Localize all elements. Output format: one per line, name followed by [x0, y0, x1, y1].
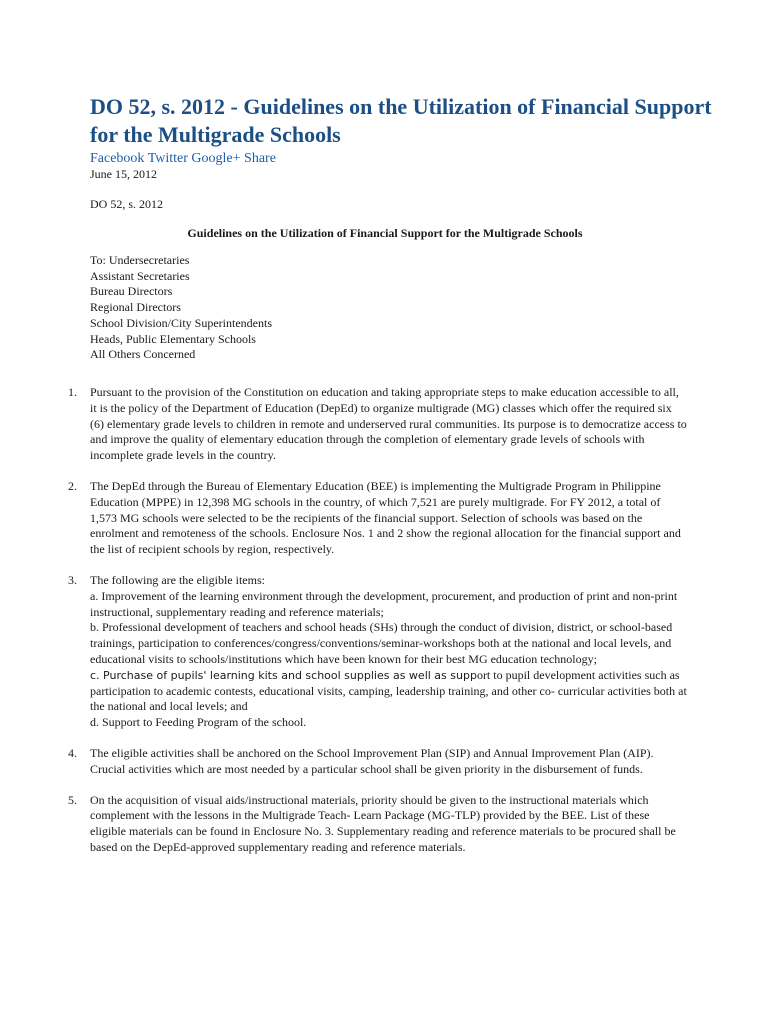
- recipient-line: Bureau Directors: [90, 284, 173, 299]
- item-text: The DepEd through the Bureau of Elementary Education (BEE) is implementing the Multigrade Program in Philippine Education (MPPE) in 12,398 MG schools in the country, of which 7,521 are purely multigrade. For FY 2012, a total of 1,573 MG schools were selected to be the recipients of the financial support. Selection of schools was based on the enrolment and remoteness of the schools. Enclosure Nos. 1 and 2 show the regional allocation for the financial support and the list of recipient schools by region, respectively.: [90, 478, 681, 557]
- recipients-list: [90, 253, 272, 363]
- recipient-line: To: Undersecretaries: [90, 253, 190, 267]
- list-item: [68, 793, 688, 856]
- item-number: 3.: [68, 572, 77, 587]
- sub-item-d: d. Support to Feeding Program of the school.: [90, 715, 307, 730]
- item-number: 4.: [68, 745, 77, 760]
- numbered-list: [68, 385, 688, 871]
- memo-number: DO 52, s. 2012: [90, 197, 164, 211]
- twitter-link[interactable]: Twitter: [147, 151, 188, 166]
- share-link[interactable]: Share: [244, 151, 276, 166]
- recipient-line: Regional Directors: [90, 300, 181, 315]
- list-item: [68, 573, 688, 731]
- item-number: 2.: [68, 478, 77, 493]
- google-plus-link[interactable]: Google+: [191, 151, 241, 166]
- page-title: DO 52, s. 2012 - Guidelines on the Utilization of Financial Support for the Multigrade Schools: [90, 94, 712, 147]
- recipient-line: Assistant Secretaries: [90, 268, 190, 283]
- memo-title: Guidelines on the Utilization of Financial Support for the Multigrade Schools: [187, 226, 583, 240]
- sub-item-b: b. Professional development of teachers and school heads (SHs) through the conduct of division, district, or school-based trainings, participation to conferences/congress/conventions/seminar-workshops both at the national and local levels, and educational visits to schools/institutions which have been known for their best MG education technology;: [90, 620, 673, 666]
- list-item: [68, 746, 688, 778]
- list-item: [68, 479, 688, 558]
- publish-date: June 15, 2012: [90, 167, 157, 181]
- item-text: The following are the eligible items:: [90, 572, 265, 587]
- sub-item-c: [90, 668, 688, 715]
- list-item: [68, 385, 688, 464]
- item-number: 1.: [68, 385, 77, 399]
- item-number: 5.: [68, 792, 77, 807]
- item-text: The eligible activities shall be anchored on the School Improvement Plan (SIP) and Annual Improvement Plan (AIP). Crucial activities which are most needed by a particular school shall be given priority in the disbursement of funds.: [90, 745, 654, 776]
- sub-item-c-rest: ort to pupil development activities such as participation to academic contests, educational visits, camping, leadership training, and other co- curricular activities both at the national and local levels; and: [90, 667, 687, 714]
- sub-item-a: a. Improvement of the learning environment through the development, procurement, and production of print and non-print instructional, supplementary reading and reference materials;: [90, 588, 678, 619]
- recipient-line: School Division/City Superintendents: [90, 315, 272, 330]
- recipient-line: Heads, Public Elementary Schools: [90, 331, 256, 346]
- sub-item-c-prefix: c. Purchase of pupils' learning kits and school supplies as well as supp: [90, 668, 477, 682]
- item-text: Pursuant to the provision of the Constitution on education and taking appropriate steps to make education accessible to all, it is the policy of the Department of Education (DepEd) to organize multigrade (MG) classes which offer the required six (6) elementary grade levels to children in remote and underserved rural communities. Its purpose is to democratize access to and improve the quality of elementary education through the completion of elementary grade levels of schools with incomplete grade levels in the country.: [90, 385, 687, 463]
- recipient-line: All Others Concerned: [90, 347, 196, 362]
- facebook-link[interactable]: Facebook: [90, 151, 145, 166]
- item-text: On the acquisition of visual aids/instructional materials, priority should be given to the instructional materials which complement with the lessons in the Multigrade Teach- Learn Package (MG-TLP) provided by the BEE. List of these eligible materials can be found in Enclosure No. 3. Supplementary reading and reference materials to be procured shall be based on the DepEd-approved supplementary reading and reference materials.: [90, 792, 676, 854]
